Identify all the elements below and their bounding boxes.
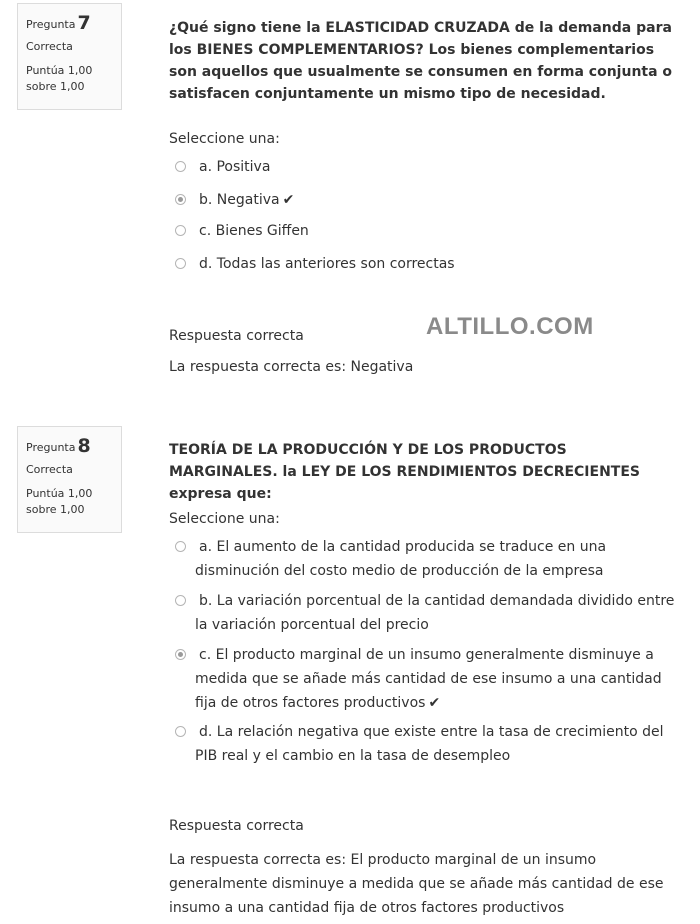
option-label: a. El aumento de la cantidad producida se traduce en una disminución del costo medio de producción de la empresa [195,539,607,579]
answer-option[interactable] [175,219,675,243]
option-label: d. Todas las anteriores son correctas [199,256,455,272]
radio-button[interactable] [175,258,186,269]
answer-option[interactable] [175,188,675,212]
question-number-value: 7 [77,12,91,34]
answer-option[interactable] [175,252,675,276]
question-label: Pregunta [26,441,76,454]
question-label: Pregunta [26,18,76,31]
checkmark-icon: ✔ [428,695,441,711]
radio-button[interactable] [175,161,186,172]
radio-button-selected[interactable] [175,194,186,205]
feedback-title: Respuesta correcta [169,818,304,834]
question-text: ¿Qué signo tiene la ELASTICIDAD CRUZADA de la demanda para los BIENES COMPLEMENTARIOS? Los bienes complementarios son aquellos que usualmente se consumen en forma conjunta o satisfacen conjuntamente un mismo tipo de necesidad. [169,20,673,102]
question-info-box [17,3,122,110]
option-label: a. Positiva [199,159,271,175]
question-number [26,435,115,457]
question-state: Correcta [26,463,73,476]
option-label: d. La relación negativa que existe entre la tasa de crecimiento del PIB real y el cambio en la tasa de desempleo [195,724,664,764]
answer-option[interactable] [175,155,675,179]
radio-button-selected[interactable] [175,649,186,660]
question-state: Correcta [26,40,73,53]
select-prompt: Seleccione una: [169,131,280,147]
feedback-answer: La respuesta correcta es: El producto marginal de un insumo generalmente disminuye a medida que se añade más cantidad de ese insumo a una cantidad fija de otros factores productivos [169,852,664,916]
question-number-value: 8 [77,435,91,457]
answer-option[interactable] [175,589,675,637]
checkmark-icon: ✔ [282,192,295,208]
answer-option[interactable] [175,535,675,583]
option-label: c. Bienes Giffen [199,223,309,239]
radio-button[interactable] [175,541,186,552]
question-info-box [17,426,122,533]
question-grade: Puntúa 1,00 sobre 1,00 [26,64,93,93]
radio-button[interactable] [175,225,186,236]
option-label: c. El producto marginal de un insumo generalmente disminuye a medida que se añade más cantidad de ese insumo a una cantidad fija de otros factores productivos [195,647,662,711]
answer-option[interactable] [175,720,675,768]
radio-button[interactable] [175,595,186,606]
question-number [26,12,115,34]
answer-option[interactable] [175,643,675,715]
question-text: TEORÍA DE LA PRODUCCIÓN Y DE LOS PRODUCTOS MARGINALES. la LEY DE LOS RENDIMIENTOS DECRECIENTES expresa que: [169,442,640,502]
question-grade: Puntúa 1,00 sobre 1,00 [26,487,93,516]
watermark: ALTILLO.COM [426,313,594,340]
select-prompt: Seleccione una: [169,511,280,527]
feedback-title: Respuesta correcta [169,328,304,344]
radio-button[interactable] [175,726,186,737]
option-label: b. La variación porcentual de la cantidad demandada dividido entre la variación porcentual del precio [195,593,675,633]
option-label: b. Negativa [199,192,280,208]
feedback-answer: La respuesta correcta es: Negativa [169,359,414,375]
